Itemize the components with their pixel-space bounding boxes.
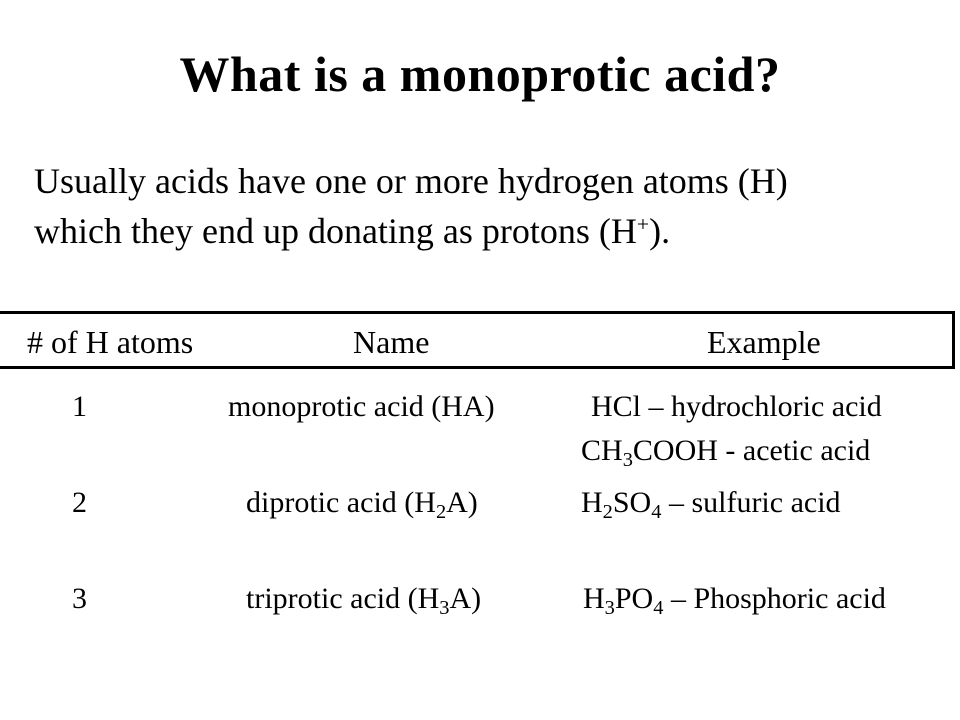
row1-example-2: $CH_3COOH$ - acetic acid: [581, 434, 871, 472]
row1-example-1: HCl – hydrochloric acid: [591, 390, 882, 423]
header-name: Name: [353, 324, 430, 360]
row3-example: $H_3PO_4$ – Phosphoric acid: [583, 582, 886, 620]
table-header: [0, 311, 955, 369]
header-example: Example: [707, 324, 821, 360]
intro-line-2: which they end up donating as protons (H+).: [34, 211, 671, 251]
intro-line-1: Usually acids have one or more hydrogen atoms (H): [34, 161, 788, 201]
row3-num: 3: [72, 582, 87, 615]
intro-text: [34, 156, 934, 256]
row1-num: 1: [72, 390, 87, 423]
row2-name: diprotic acid $(H_2A)$: [246, 486, 478, 524]
page-title: What is a monoprotic acid?: [179, 46, 781, 102]
header-h-atoms: # of H atoms: [27, 324, 194, 360]
row3-name: triprotic acid $(H_3A)$: [246, 582, 482, 620]
row2-num: 2: [72, 486, 87, 519]
row1-name: monoprotic acid (HA): [228, 390, 495, 423]
row2-example: $H_2SO_4$ – sulfuric acid: [581, 486, 841, 524]
